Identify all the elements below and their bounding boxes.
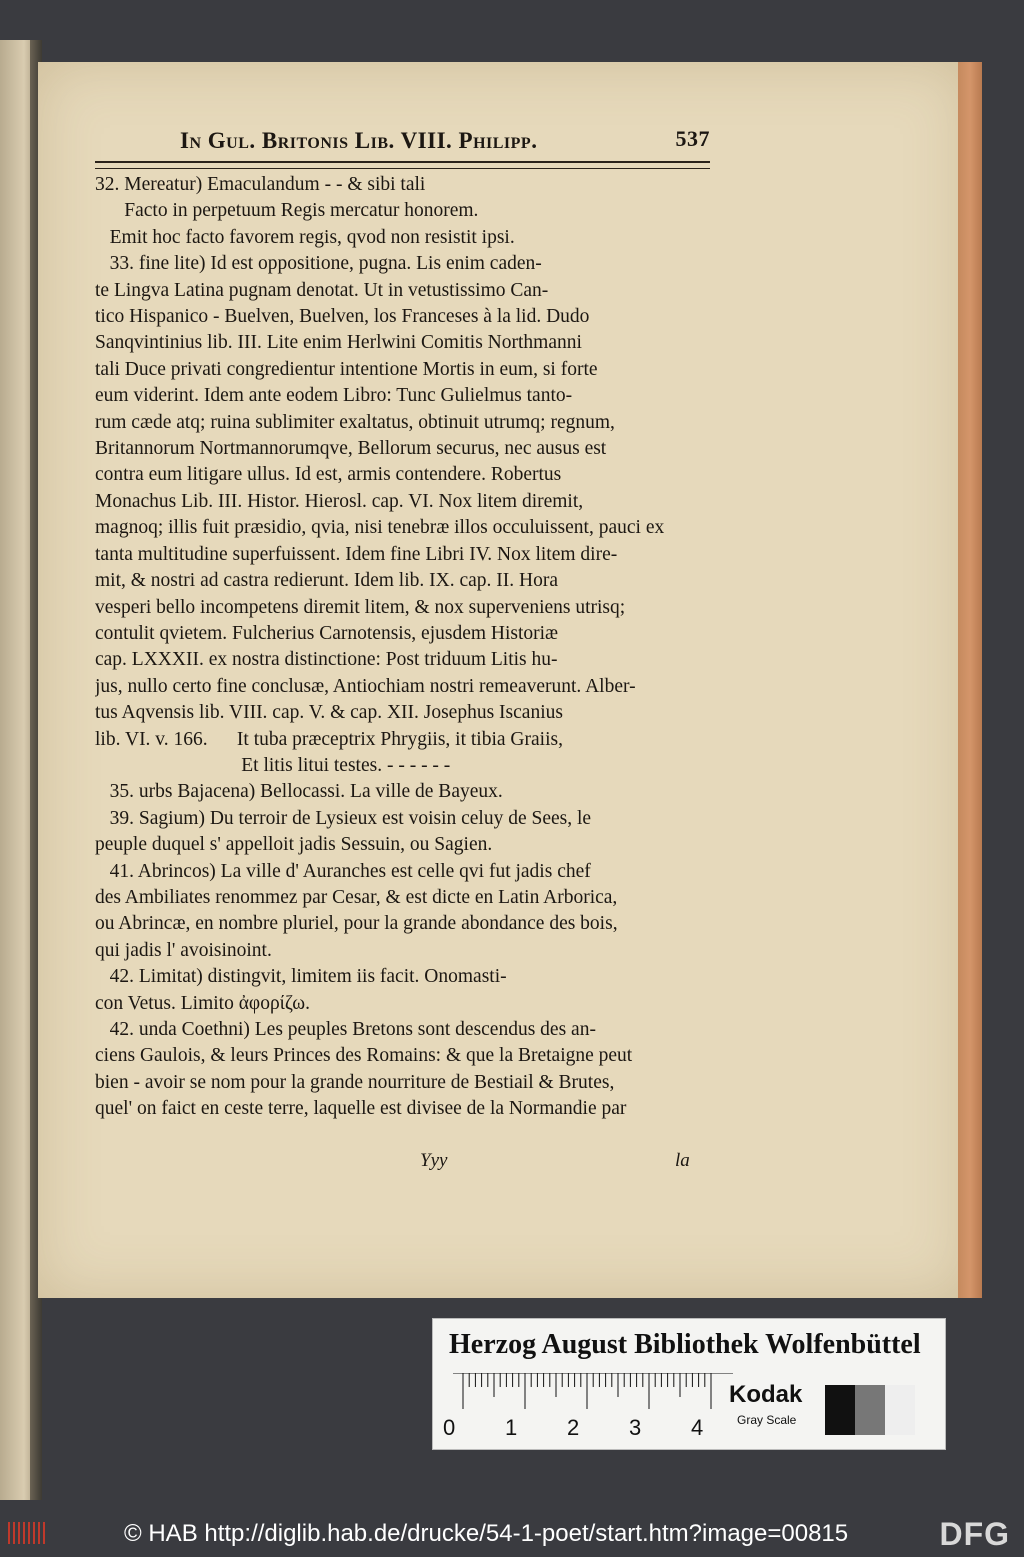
gray-scale-label: Gray Scale [737,1413,797,1427]
scale-ruler [453,1373,733,1413]
ruler-number: 2 [567,1415,580,1440]
text-line: 32. Mereatur) Emaculandum - - & sibi tali [95,174,426,195]
text-line: tanta multitudine superfuissent. Idem fine Libri IV. Nox litem dire- [95,543,618,565]
ruler-number: 4 [691,1415,704,1440]
text-line: Monachus Lib. III. Histor. Hierosl. cap. VI. Nox litem diremit, [95,490,584,512]
text-line: 33. fine lite) Id est oppositione, pugna. Lis enim caden- [95,253,542,275]
footer-bar [0,1510,1024,1557]
ruler-number: 1 [505,1415,518,1440]
text-line: Et litis litui testes. - - - - - - [95,754,451,776]
text-line: contulit qvietem. Fulcherius Carnotensis, ejusdem Historiæ [95,622,559,644]
header-rule [95,161,710,169]
text-line: qui jadis l' avoisinoint. [95,939,272,961]
text-line: contra eum litigare ullus. Id est, armis contendere. Robertus [95,464,562,486]
text-line: Sanqvintinius lib. III. Lite enim Herlwini Comitis Northmanni [95,332,582,354]
text-line: ou Abrincæ, en nombre pluriel, pour la grande abondance des bois, [95,913,618,935]
ruler-number: 0 [443,1415,456,1440]
gray-patches [825,1385,915,1435]
text-line: tus Aqvensis lib. VIII. cap. V. & cap. XII. Josephus Iscanius [95,702,563,724]
text-line: rum cæde atq; ruina sublimiter exaltatus, obtinuit utrumq; regnum, [95,411,615,433]
copyright-url: © HAB http://diglib.hab.de/drucke/54-1-poet/start.htm?image=00815 [124,1520,849,1547]
text-line: tico Hispanico - Buelven, Buelven, los Franceses à la lid. Dudo [95,306,590,328]
text-line: 42. Limitat) distingvit, limitem iis facit. Onomasti- [95,966,507,988]
page-fore-edge [958,62,982,1298]
kodak-logo: Kodak [729,1381,803,1408]
text-line: Facto in perpetuum Regis mercatur honorem. [95,200,479,222]
catchword: la [675,1150,690,1171]
text-line: mit, & nostri ad castra redierunt. Idem lib. IX. cap. II. Hora [95,570,558,592]
text-line: eum viderint. Idem ante eodem Libro: Tunc Gulielmus tanto- [95,385,573,407]
ruler-number: 3 [629,1415,642,1440]
text-line: bien - avoir se nom pour la grande nourriture de Bestiail & Brutes, [95,1071,615,1093]
text-line: tali Duce privati congredientur intentione Mortis in eum, si forte [95,358,598,380]
page-number: 537 [675,126,710,151]
text-line: magnoq; illis fuit præsidio, qvia, nisi tenebræ illos occuluissent, pauci ex [95,517,665,539]
text-line: 35. urbs Bajacena) Bellocassi. La ville de Bayeux. [95,781,503,803]
text-line: vesperi bello incompetens diremit litem, & nox superveniens utrisq; [95,596,626,618]
text-line: 41. Abrincos) La ville d' Auranches est celle qvi fut jadis chef [95,860,591,882]
signature-mark: Yyy [420,1150,448,1171]
color-target-card [432,1318,946,1450]
text-line: 39. Sagium) Du terroir de Lysieux est voisin celuy de Sees, le [95,807,592,829]
text-line: Emit hoc facto favorem regis, qvod non resistit ipsi. [95,226,515,248]
text-line: con Vetus. Limito ἀφορίζω. [95,992,310,1014]
hab-logo-icon [6,1518,48,1548]
running-header [180,120,710,164]
dfg-logo: DFG [939,1516,1010,1552]
text-line: Britannorum Nortmannorumqve, Bellorum securus, nec ausus est [95,438,607,460]
text-line: cap. LXXXII. ex nostra distinctione: Post triduum Litis hu- [95,649,558,671]
commentary-text [95,172,710,1123]
running-title: In Gul. Britonis Lib. VIII. Philipp. [180,128,538,153]
text-line: ciens Gaulois, & leurs Princes des Romains: & que la Bretaigne peut [95,1045,633,1067]
text-line: quel' on faict en ceste terre, laquelle est divisee de la Normandie par [95,1098,627,1120]
text-line: lib. VI. v. 166. It tuba præceptrix Phrygiis, it tibia Graiis, [95,728,563,750]
text-line: 42. unda Coethni) Les peuples Bretons sont descendus des an- [95,1019,596,1040]
library-name: Herzog August Bibliothek Wolfenbüttel [449,1329,921,1360]
text-line: des Ambiliates renommez par Cesar, & est dicte en Latin Arborica, [95,886,618,908]
text-line: peuple duquel s' appelloit jadis Sessuin, ou Sagien. [95,834,493,856]
text-line: te Lingva Latina pugnam denotat. Ut in vetustissimo Can- [95,279,549,301]
text-line: jus, nullo certo fine conclusæ, Antiochiam nostri remeaverunt. Alber- [95,675,636,697]
